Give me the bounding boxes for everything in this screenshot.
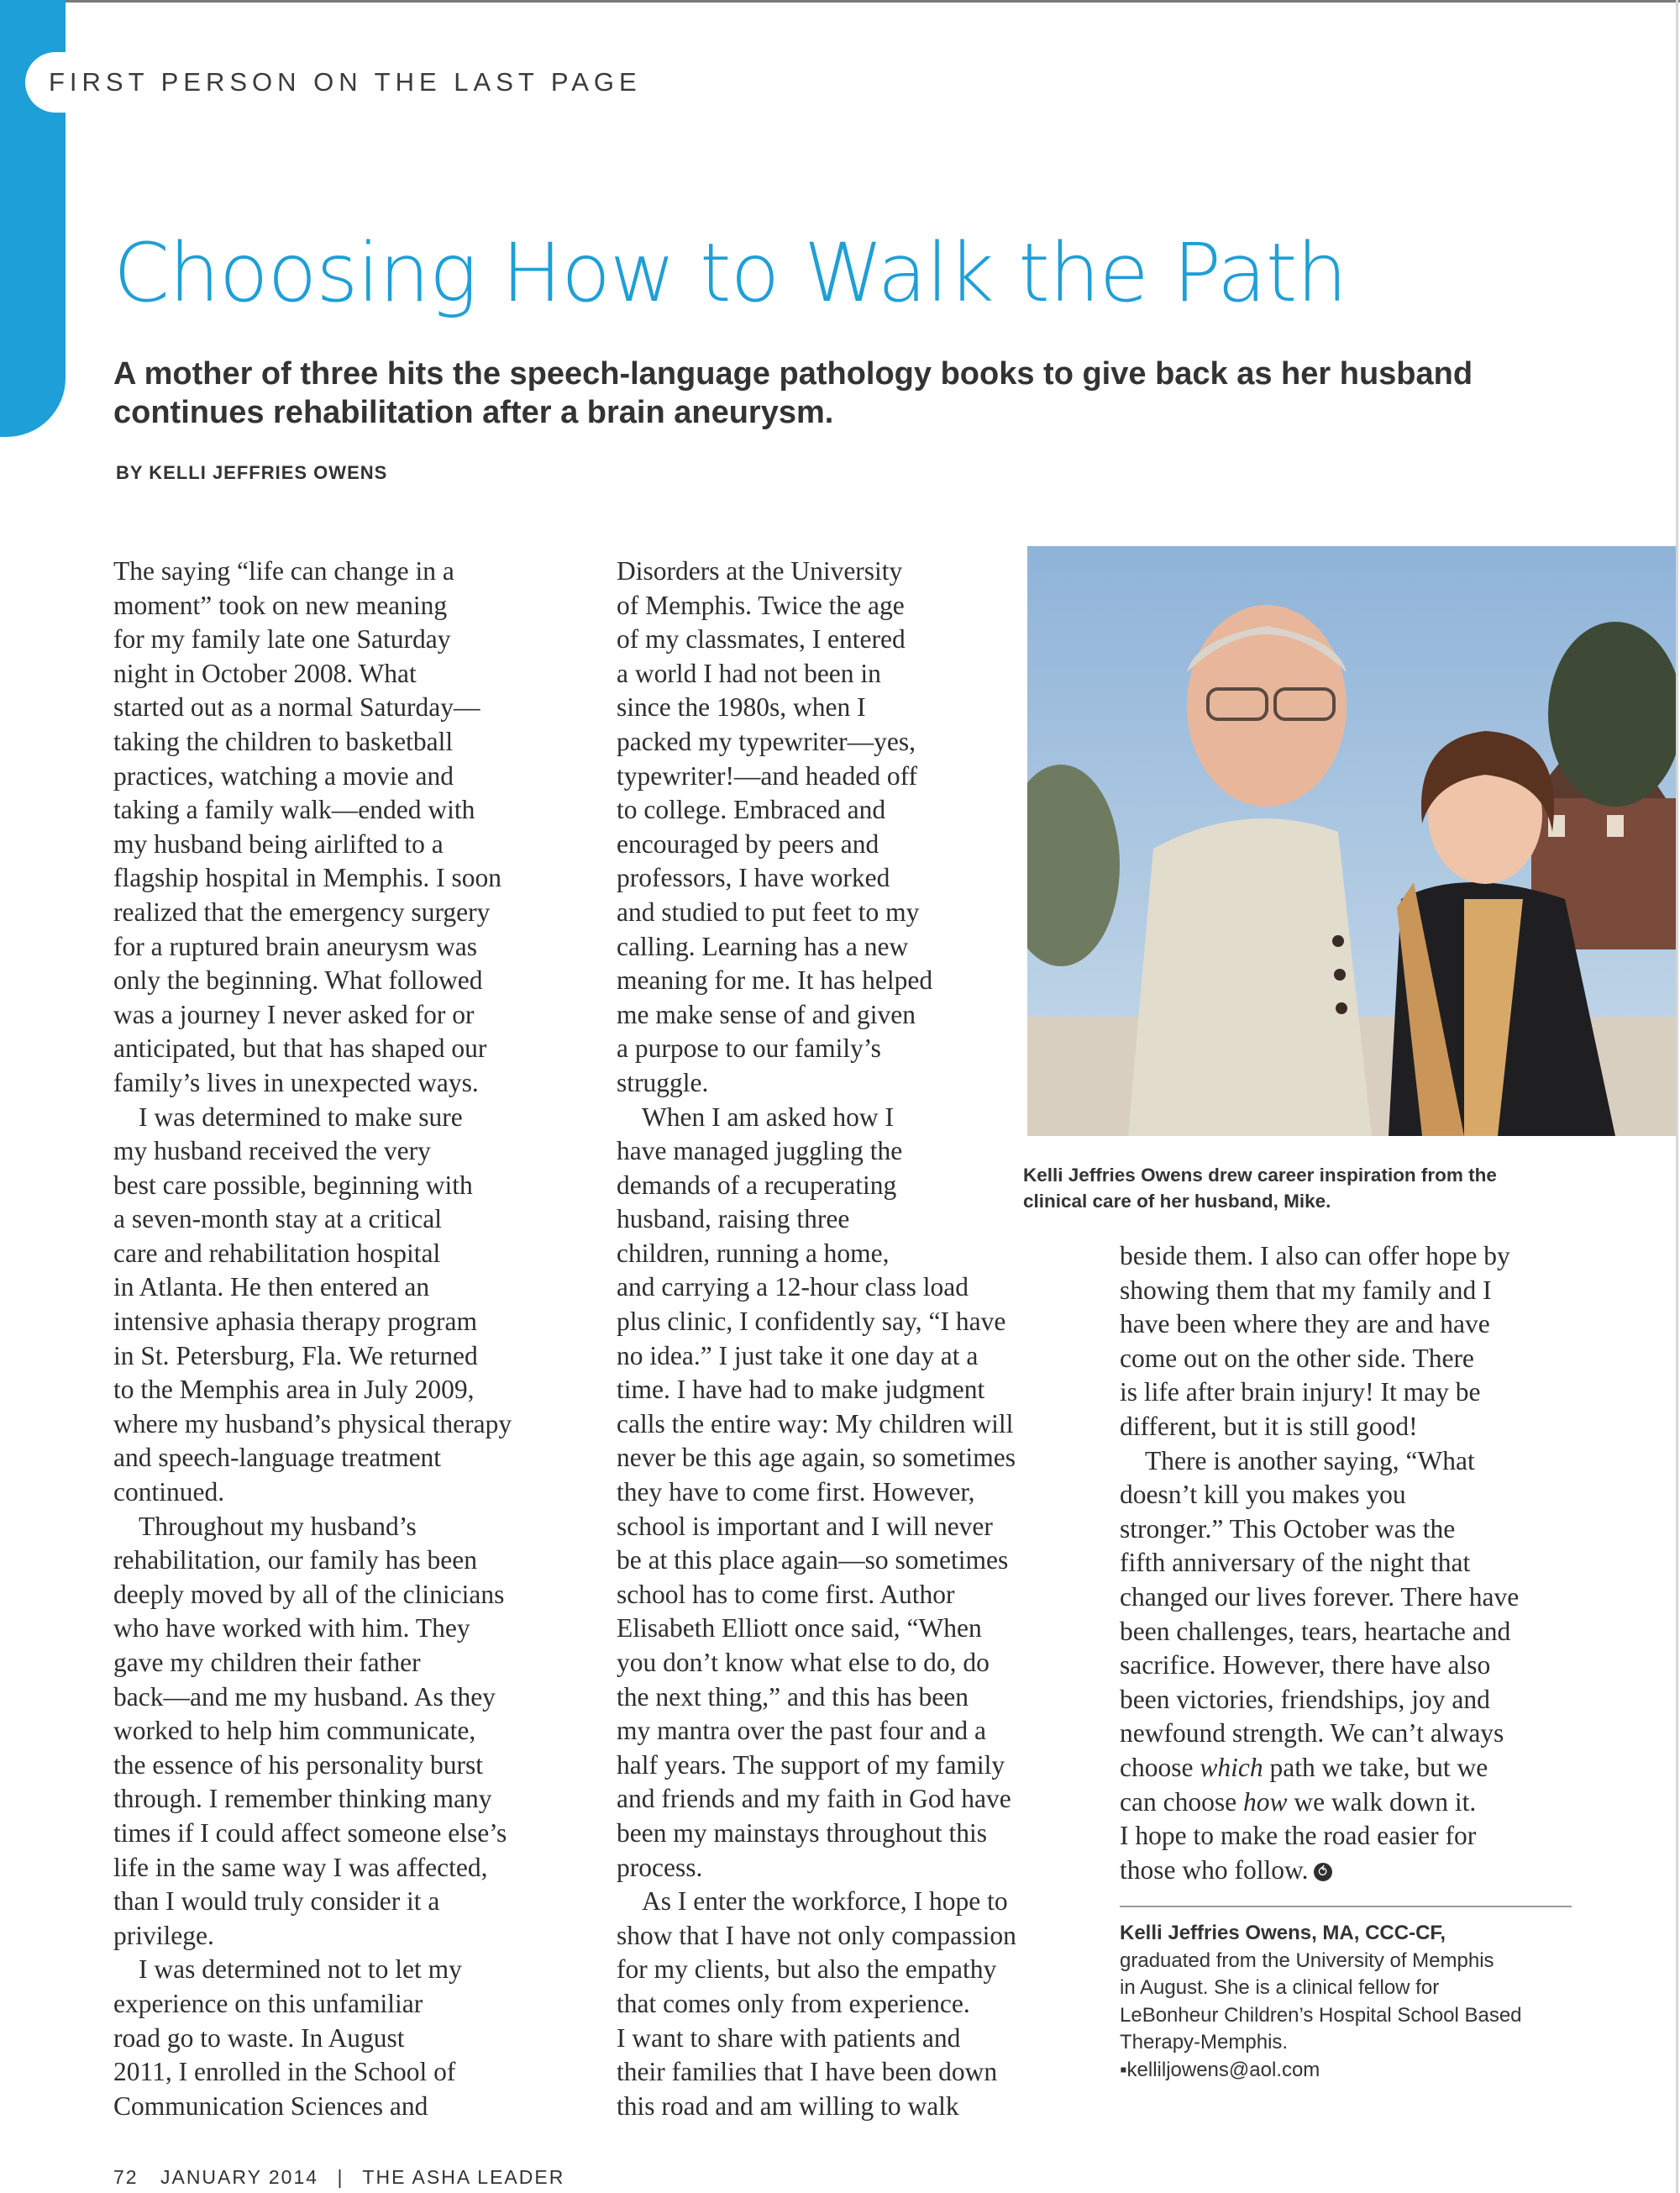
text-line: There is another saying, “What — [1145, 1445, 1475, 1475]
text-line: through. I remember thinking many — [113, 1784, 492, 1814]
text-line: of Memphis. Twice the age — [617, 590, 905, 620]
text-line: typewriter!—and headed off — [617, 760, 918, 791]
text-line: care and rehabilitation hospital — [113, 1238, 441, 1268]
article-headline: Choosing How to Walk the Path — [113, 226, 1347, 320]
text-line: Disorders at the University — [617, 556, 903, 586]
end-mark-icon: ⥀ — [1314, 1863, 1332, 1881]
text-line: their families that I have been down — [617, 2057, 998, 2087]
text-line: encouraged by peers and — [617, 828, 879, 859]
text-line: showing them that my family and I — [1120, 1275, 1492, 1305]
publication-name: THE ASHA LEADER — [362, 2166, 565, 2188]
section-label: FIRST PERSON ON THE LAST PAGE — [25, 52, 907, 113]
text-line: back—and me my husband. As they — [113, 1681, 496, 1712]
text-line: I want to share with patients and — [617, 2022, 961, 2053]
text-line: school is important and I will never — [617, 1511, 993, 1541]
text-line: me make sense of and given — [617, 999, 916, 1029]
body-column-1 — [113, 555, 584, 2123]
text-line: different, but it is still good! — [1120, 1411, 1418, 1441]
text-line: I hope to make the road easier for — [1120, 1821, 1477, 1851]
text-line: professors, I have worked — [617, 863, 890, 893]
text-line: struggle. — [617, 1067, 709, 1097]
text-line: process. — [617, 1852, 703, 1882]
text-line: newfound strength. We can’t always — [1120, 1718, 1504, 1749]
text-line: and friends and my faith in God have — [617, 1784, 1011, 1814]
caption-line: Kelli Jeffries Owens drew career inspiration from the — [1023, 1165, 1497, 1186]
text-line: anticipated, but that has shaped our — [113, 1033, 487, 1064]
text-line: show that I have not only compassion — [617, 1920, 1016, 1950]
text-line: rehabilitation, our family has been — [113, 1545, 477, 1575]
text-line: stronger.” This October was the — [1120, 1513, 1456, 1544]
text-line: times if I could affect someone else’s — [113, 1817, 507, 1848]
text-line: for my family late one Saturday — [113, 624, 451, 655]
byline: BY KELLI JEFFRIES OWENS — [116, 462, 388, 483]
author-name: Kelli Jeffries Owens, MA, CCC-CF, — [1120, 1922, 1446, 1944]
text-line: Communication Sciences and — [113, 2090, 428, 2121]
text-line: in St. Petersburg, Fla. We returned — [113, 1340, 478, 1370]
text-line: beside them. I also can offer hope by — [1120, 1241, 1510, 1270]
text-line: Throughout my husband’s — [139, 1511, 417, 1541]
text-line: I was determined not to let my — [139, 1954, 462, 1985]
text-line: experience on this unfamiliar — [113, 1988, 423, 2018]
text-line: this road and am willing to walk — [617, 2090, 959, 2121]
text-line: intensive aphasia therapy program — [113, 1307, 477, 1337]
text-line: practices, watching a movie and — [113, 760, 454, 791]
text-run: choose — [1120, 1752, 1194, 1782]
text-line: moment” took on new meaning — [113, 590, 448, 620]
email-bullet-icon: ▪ — [1120, 2058, 1127, 2081]
text-line: to the Memphis area in July 2009, — [113, 1375, 475, 1405]
text-line: demands of a recuperating — [617, 1170, 897, 1200]
text-line: my husband being airlifted to a — [113, 828, 444, 859]
text-line: who have worked with him. They — [113, 1613, 470, 1643]
text-line: in Atlanta. He then entered an — [113, 1272, 430, 1302]
text-line: half years. The support of my family — [617, 1749, 1005, 1780]
text-line: the next thing,” and this has been — [617, 1681, 969, 1712]
text-line: is life after brain injury! It may be — [1120, 1377, 1481, 1407]
text-line: doesn’t kill you makes you — [1120, 1480, 1406, 1510]
bio-line: LeBonheur Children’s Hospital School Based — [1120, 2003, 1522, 2027]
bio-line: graduated from the University of Memphis — [1120, 1948, 1494, 1972]
text-line: time. I have had to make judgment — [617, 1375, 985, 1405]
text-line: you don’t know what else to do, do — [617, 1648, 990, 1677]
text-line: been my mainstays throughout this — [617, 1817, 987, 1848]
body-column-2 — [617, 555, 1087, 2123]
bio-line — [1120, 1920, 1641, 1948]
text-line: and studied to put feet to my — [617, 897, 920, 927]
text-line: no idea.” I just take it one day at a — [617, 1340, 979, 1370]
text-line: Elisabeth Elliott once said, “When — [617, 1613, 982, 1643]
text-line: to college. Embraced and — [617, 795, 886, 825]
bio-line: Therapy-Memphis. — [1120, 2031, 1289, 2054]
text-line: flagship hospital in Memphis. I soon — [113, 863, 501, 893]
text-run: path we take, but we — [1269, 1752, 1488, 1782]
text-line: The saying “life can change in a — [113, 556, 454, 586]
text-line: family’s lives in unexpected ways. — [113, 1067, 479, 1097]
text-line: school has to come first. Author — [617, 1579, 955, 1609]
text-line: never be this age again, so sometimes — [617, 1443, 1016, 1473]
text-line: best care possible, beginning with — [113, 1170, 473, 1200]
author-bio — [1120, 1920, 1641, 2084]
text-line: a seven-month stay at a critical — [113, 1204, 442, 1234]
text-line: 2011, I enrolled in the School of — [113, 2057, 456, 2087]
bio-line: in August. She is a clinical fellow for — [1120, 1976, 1440, 1999]
emphasis-word: how — [1242, 1786, 1288, 1817]
page-footer — [113, 2166, 564, 2189]
body-column-3 — [1120, 1239, 1590, 1887]
deck-line: A mother of three hits the speech-language pathology books to give back as her husband — [113, 356, 1473, 392]
caption-line: clinical care of her husband, Mike. — [1023, 1191, 1331, 1212]
text-line: was a journey I never asked for or — [113, 999, 475, 1029]
emphasis-word: which — [1200, 1752, 1263, 1782]
text-line: calls the entire way: My children will — [617, 1408, 1014, 1438]
deck-line: continues rehabilitation after a brain aneurysm. — [113, 395, 834, 430]
text-line: packed my typewriter—yes, — [617, 726, 916, 756]
text-line: privilege. — [113, 1920, 214, 1950]
text-line: deeply moved by all of the clinicians — [113, 1579, 505, 1609]
text-line: realized that the emergency surgery — [113, 897, 491, 927]
text-line: and speech-language treatment — [113, 1443, 442, 1473]
text-line: for my clients, but also the empathy — [617, 1954, 997, 1985]
text-line — [1120, 1854, 1590, 1888]
text-line: my mantra over the past four and a — [617, 1716, 986, 1746]
text-line: continued. — [113, 1477, 225, 1507]
text-line: they have to come first. However, — [617, 1477, 975, 1507]
text-line: for a ruptured brain aneurysm was — [113, 931, 477, 961]
author-email[interactable]: kelliljowens@aol.com — [1126, 2058, 1320, 2081]
text-line: be at this place again—so sometimes — [617, 1545, 1009, 1575]
text-line: started out as a normal Saturday— — [113, 692, 480, 723]
text-line: of my classmates, I entered — [617, 624, 906, 655]
text-line: sacrifice. However, there have also — [1120, 1650, 1491, 1680]
photo-illustration — [1027, 546, 1676, 1136]
article-photo — [1027, 546, 1676, 1136]
text-line: taking a family walk—ended with — [113, 795, 475, 825]
footer-separator: | — [337, 2166, 344, 2188]
bio-line — [1120, 2057, 1641, 2085]
text-line: husband, raising three — [617, 1204, 850, 1234]
text-line: that comes only from experience. — [617, 1988, 970, 2018]
page-edge-rule — [1676, 0, 1678, 2193]
text-line: When I am asked how I — [642, 1102, 895, 1132]
text-line: come out on the other side. There — [1120, 1343, 1474, 1373]
text-line: since the 1980s, when I — [617, 692, 866, 723]
text-line: my husband received the very — [113, 1136, 431, 1166]
text-line: only the beginning. What followed — [113, 965, 483, 996]
text-line: worked to help him communicate, — [113, 1716, 476, 1746]
text-run: we walk down it. — [1294, 1786, 1477, 1817]
text-line: a world I had not been in — [617, 658, 881, 688]
text-line: road go to waste. In August — [113, 2022, 405, 2053]
text-line — [1120, 1785, 1590, 1820]
page-number: 72 — [113, 2166, 139, 2188]
text-run: those who follow. — [1120, 1854, 1309, 1885]
text-line: where my husband’s physical therapy — [113, 1408, 512, 1438]
text-line: night in October 2008. What — [113, 658, 417, 688]
bio-divider — [1120, 1906, 1572, 1907]
text-line: have been where they are and have — [1120, 1309, 1490, 1339]
text-line: taking the children to basketball — [113, 726, 454, 756]
text-line: changed our lives forever. There have — [1120, 1581, 1520, 1612]
text-line: life in the same way I was affected, — [113, 1852, 488, 1882]
text-line: been challenges, tears, heartache and — [1120, 1616, 1511, 1646]
text-line: a purpose to our family’s — [617, 1033, 881, 1064]
photo-caption — [1023, 1162, 1662, 1214]
text-line — [1120, 1751, 1590, 1785]
text-line: As I enter the workforce, I hope to — [642, 1886, 1008, 1917]
text-line: meaning for me. It has helped — [617, 965, 933, 996]
text-run: can choose — [1120, 1786, 1237, 1817]
text-line: than I would truly consider it a — [113, 1886, 440, 1917]
text-line: been victories, friendships, joy and — [1120, 1684, 1490, 1714]
article-deck — [113, 355, 1541, 432]
issue-date: JANUARY 2014 — [160, 2166, 319, 2188]
text-line: calling. Learning has a new — [617, 931, 909, 961]
text-line: gave my children their father — [113, 1648, 421, 1677]
text-line: have managed juggling the — [617, 1136, 903, 1166]
top-rule — [0, 0, 1680, 3]
text-line: I was determined to make sure — [139, 1102, 463, 1132]
text-line: plus clinic, I confidently say, “I have — [617, 1307, 1006, 1337]
text-line: and carrying a 12-hour class load — [617, 1272, 969, 1302]
text-line: children, running a home, — [617, 1238, 890, 1268]
text-line: fifth anniversary of the night that — [1120, 1548, 1471, 1578]
text-line: the essence of his personality burst — [113, 1749, 484, 1780]
